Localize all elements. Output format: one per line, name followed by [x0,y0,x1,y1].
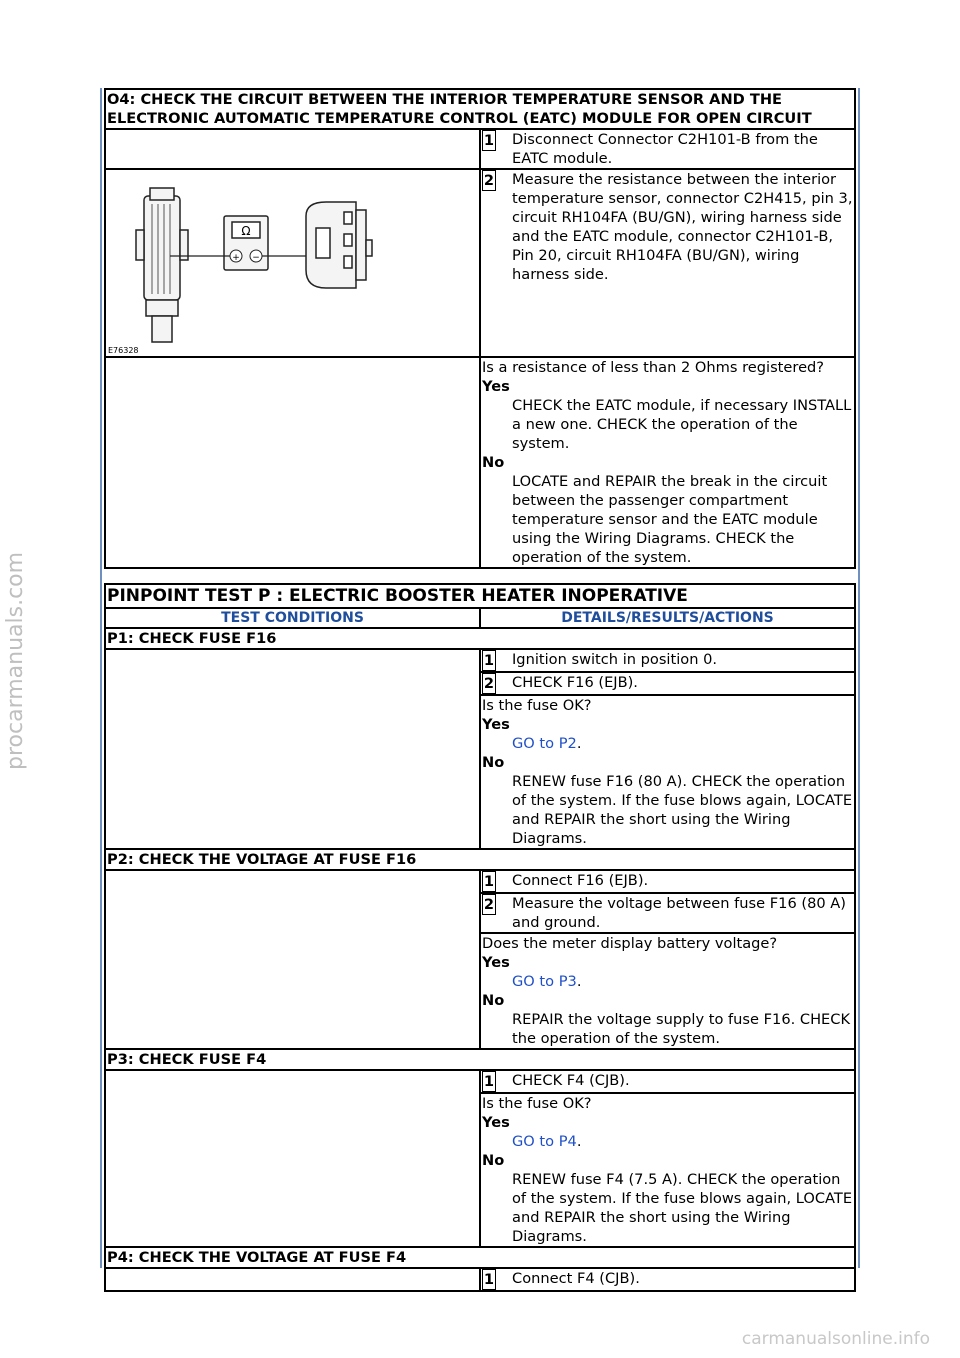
o4-yes-text: CHECK the EATC module, if necessary INSTALL a new one. CHECK the operation of the system. [512,397,852,452]
p3-step1-cell [480,1070,855,1093]
p1-conditions-cell [105,649,480,849]
o4-question: Is a resistance of less than 2 Ohms registered? [482,359,825,376]
p2-question: Does the meter display battery voltage? [482,935,778,952]
step-number: 1 [483,873,495,890]
p3-no-text: RENEW fuse F4 (7.5 A). CHECK the operation of the system. If the fuse blows again, LOCATE and REPAIR the short using the Wiring Diagrams. [512,1171,853,1245]
p2-no-text: REPAIR the voltage supply to fuse F16. CHECK the operation of the system. [512,1011,851,1047]
p3-question: Is the fuse OK? [482,1095,592,1112]
p2-conditions-cell [105,870,480,1049]
o4-step-title: O4: CHECK THE CIRCUIT BETWEEN THE INTERIOR TEMPERATURE SENSOR AND THE ELECTRONIC AUTOMATIC TEMPERATURE CONTROL (EATC) MODULE FOR OPEN CIRCUIT [105,89,855,129]
pinpoint-test-table [104,583,856,1292]
o4-table [104,88,856,569]
step-number: 2 [483,675,495,692]
p2-result-cell: Does the meter display battery voltage? Yes GO to P3. No REPAIR the voltage supply to fuse F16. CHECK the operation of the system. [480,933,855,1049]
no-label: No [482,1152,505,1169]
o4-step1-cell [480,129,855,169]
p1-step2-text: CHECK F16 (EJB). [512,674,638,691]
manual-page [104,88,856,1292]
column-header-test-conditions: TEST CONDITIONS [105,608,480,628]
p3-step1-text: CHECK F4 (CJB). [512,1072,630,1089]
p2-step1-text: Connect F16 (EJB). [512,872,649,889]
footer-watermark: carmanualsonline.info [741,1329,930,1349]
step-number: 1 [483,1271,495,1288]
p1-step1-text: Ignition switch in position 0. [512,651,718,668]
yes-label: Yes [482,1114,510,1131]
go-to-p3-link[interactable]: GO to P3 [512,973,577,990]
p2-step2-text: Measure the voltage between fuse F16 (80 A) and ground. [512,895,846,931]
step-number: 2 [483,172,495,189]
o4-step2-text: Measure the resistance between the interior temperature sensor, connector C2H415, pin 3, circuit RH104FA (BU/GN), wiring harness side and the EATC module, connector C2H101-B, Pin 20, circuit RH104FA (BU/GN), wiring harness side. [512,171,853,283]
no-label: No [482,992,505,1009]
yes-label: Yes [482,954,510,971]
pinpoint-test-title: PINPOINT TEST P : ELECTRIC BOOSTER HEATER INOPERATIVE [105,584,855,608]
p2-step1-cell [480,870,855,893]
side-watermark: procarmanuals.com [3,551,28,770]
no-label: No [482,454,505,471]
p4-step1-cell [480,1268,855,1291]
p3-conditions-cell [105,1070,480,1247]
o4-empty-cell-2 [105,357,480,568]
step-number: 1 [483,132,495,149]
p4-conditions-cell [105,1268,480,1291]
svg-text:Ω: Ω [241,224,251,238]
o4-step1-text: Disconnect Connector C2H101-B from the EATC module. [512,131,818,167]
p4-step1-text: Connect F4 (CJB). [512,1270,640,1287]
yes-label: Yes [482,716,510,733]
o4-step2-cell [480,169,855,357]
go-to-p4-link[interactable]: GO to P4 [512,1133,577,1150]
no-label: No [482,754,505,771]
svg-text:−: − [252,253,260,263]
p2-step-title: P2: CHECK THE VOLTAGE AT FUSE F16 [105,849,855,870]
o4-no-text: LOCATE and REPAIR the break in the circuit between the passenger compartment temperature sensor and the EATC module using the Wiring Diagrams. CHECK the operation of the system. [512,473,828,566]
svg-text:+: + [232,253,240,263]
p1-result-cell: Is the fuse OK? Yes GO to P2. No RENEW fuse F16 (80 A). CHECK the operation of the system. If the fuse blows again, LOCATE and REPAIR the short using the Wiring Diagrams. [480,695,855,849]
p1-no-text: RENEW fuse F16 (80 A). CHECK the operation of the system. If the fuse blows again, LOCATE and REPAIR the short using the Wiring Diagrams. [512,773,853,847]
go-to-p2-link[interactable]: GO to P2 [512,735,577,752]
p1-step-title: P1: CHECK FUSE F16 [105,628,855,649]
column-header-details: DETAILS/RESULTS/ACTIONS [480,608,855,628]
left-margin-line [100,88,102,1268]
step-number: 2 [483,896,495,913]
p1-step1-cell [480,649,855,672]
p3-result-cell: Is the fuse OK? Yes GO to P4. No RENEW fuse F4 (7.5 A). CHECK the operation of the system. If the fuse blows again, LOCATE and REPAIR the short using the Wiring Diagrams. [480,1093,855,1247]
step-number: 1 [483,1073,495,1090]
o4-result-cell [480,357,855,568]
step-number: 1 [483,652,495,669]
sensor-connector-diagram [106,170,400,356]
o4-empty-cell [105,129,480,169]
p3-step-title: P3: CHECK FUSE F4 [105,1049,855,1070]
p1-question: Is the fuse OK? [482,697,592,714]
p1-step2-cell [480,672,855,695]
p4-step-title: P4: CHECK THE VOLTAGE AT FUSE F4 [105,1247,855,1268]
image-code: E76328 [108,346,139,355]
wiring-diagram-image [105,169,480,357]
p2-step2-cell [480,893,855,933]
right-margin-line [858,88,860,1268]
yes-label: Yes [482,378,510,395]
